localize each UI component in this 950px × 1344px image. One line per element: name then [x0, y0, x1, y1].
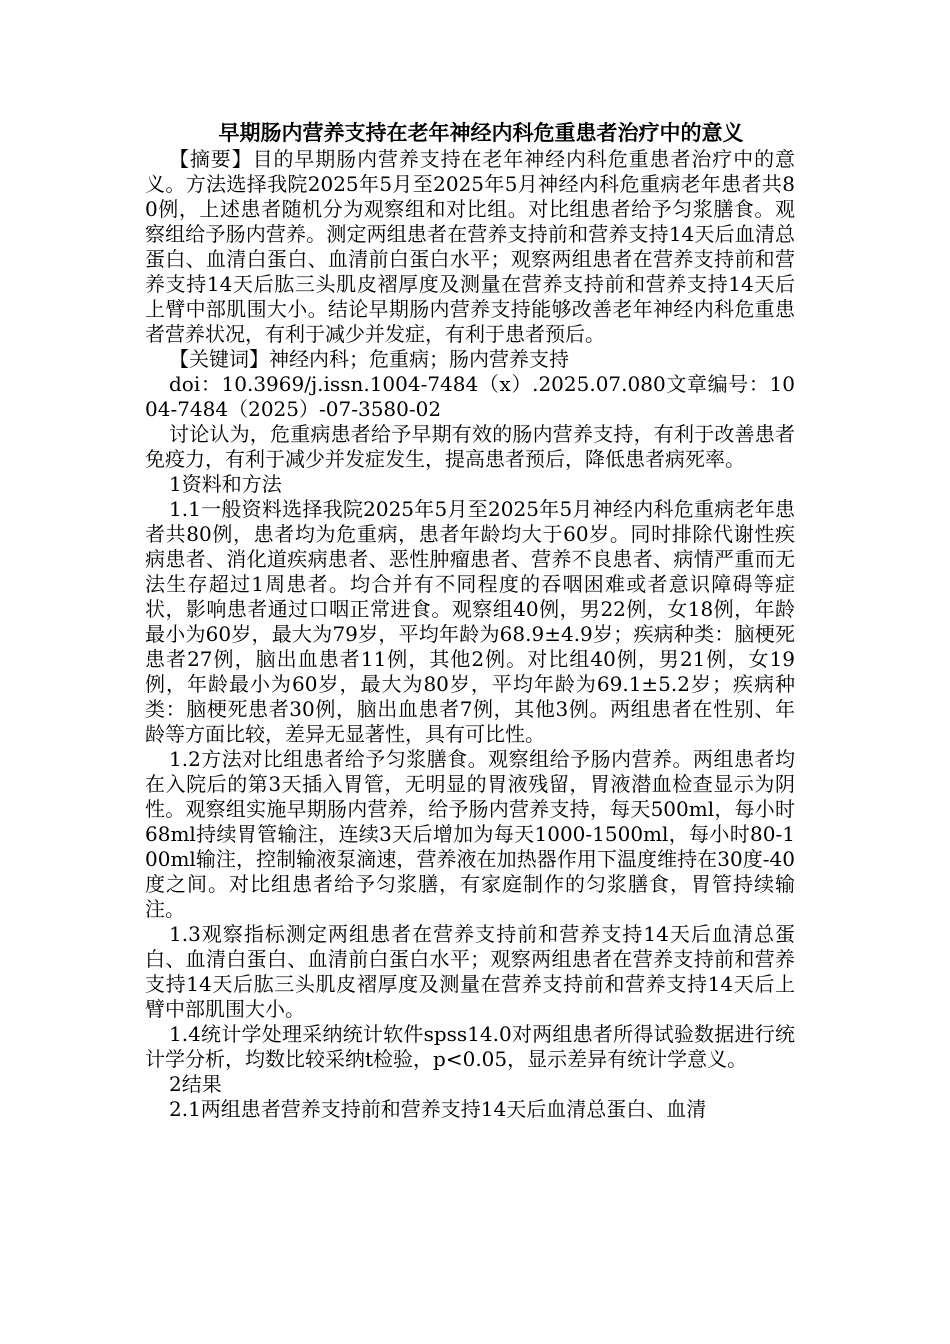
section-1-4-paragraph: 1.4统计学处理采纳统计软件spss14.0对两组患者所得试验数据进行统计学分析，均数比较采纳t检验，p<0.05，显示差异有统计学意义。	[145, 1022, 795, 1071]
doi-paragraph: doi：10.3969/j.issn.1004-7484（x）.2025.07.080文章编号：1004-7484（2025）-07-3580-02	[145, 372, 795, 421]
keywords-paragraph: 【关键词】神经内科；危重病；肠内营养支持	[169, 347, 569, 371]
document-title: 早期肠内营养支持在老年神经内科危重患者治疗中的意义	[218, 121, 744, 145]
section-2-heading: 2结果	[169, 1072, 222, 1096]
section-1-1-paragraph: 1.1一般资料选择我院2025年5月至2025年5月神经内科危重病老年患者共80例，患者均为危重病，患者年龄均大于60岁。同时排除代谢性疾病患者、消化道疾病患者、恶性肿瘤患者、营养不良患者、病情严重而无法生存超过1周患者。均合并有不同程度的吞咽困难或者意识障碍等症状，影响患者通过口咽正常进食。观察组40例，男22例，女18例，年龄最小为60岁，最大为79岁，平均年龄为68.9±4.9岁；疾病种类：脑梗死患者27例，脑出血患者11例，其他2例。对比组40例，男21例，女19例，年龄最小为60岁，最大为80岁，平均年龄为69.1±5.2岁；疾病种类：脑梗死患者30例，脑出血患者7例，其他3例。两组患者在性别、年龄等方面比较，差异无显著性，具有可比性。	[145, 497, 795, 746]
section-1-2-paragraph: 1.2方法对比组患者给予匀浆膳食。观察组给予肠内营养。两组患者均在入院后的第3天插入胃管，无明显的胃液残留，胃液潜血检查显示为阴性。观察组实施早期肠内营养，给予肠内营养支持，每天500ml，每小时68ml持续胃管输注，连续3天后增加为每天1000-1500ml，每小时80-100ml输注，控制输液泵滴速，营养液在加热器作用下温度维持在30度-40度之间。对比组患者给予匀浆膳，有家庭制作的匀浆膳食，胃管持续输注。	[145, 747, 795, 921]
section-2-1-paragraph: 2.1两组患者营养支持前和营养支持14天后血清总蛋白、血清	[169, 1097, 707, 1121]
section-1-heading: 1资料和方法	[169, 472, 282, 496]
discussion-paragraph: 讨论认为，危重病患者给予早期有效的肠内营养支持，有利于改善患者免疫力，有利于减少并发症发生，提高患者预后，降低患者病死率。	[145, 422, 795, 471]
abstract-paragraph: 【摘要】目的早期肠内营养支持在老年神经内科危重患者治疗中的意义。方法选择我院2025年5月至2025年5月神经内科危重病老年患者共80例，上述患者随机分为观察组和对比组。对比组患者给予匀浆膳食。观察组给予肠内营养。测定两组患者在营养支持前和营养支持14天后血清总蛋白、血清白蛋白、血清前白蛋白水平；观察两组患者在营养支持前和营养支持14天后肱三头肌皮褶厚度及测量在营养支持前和营养支持14天后上臂中部肌围大小。结论早期肠内营养支持能够改善老年神经内科危重患者营养状况，有利于减少并发症，有利于患者预后。	[145, 147, 795, 346]
document-page	[145, 120, 795, 1122]
section-1-3-paragraph: 1.3观察指标测定两组患者在营养支持前和营养支持14天后血清总蛋白、血清白蛋白、血清前白蛋白水平；观察两组患者在营养支持前和营养支持14天后肱三头肌皮褶厚度及测量在营养支持前和营养支持14天后上臂中部肌围大小。	[145, 922, 795, 1021]
